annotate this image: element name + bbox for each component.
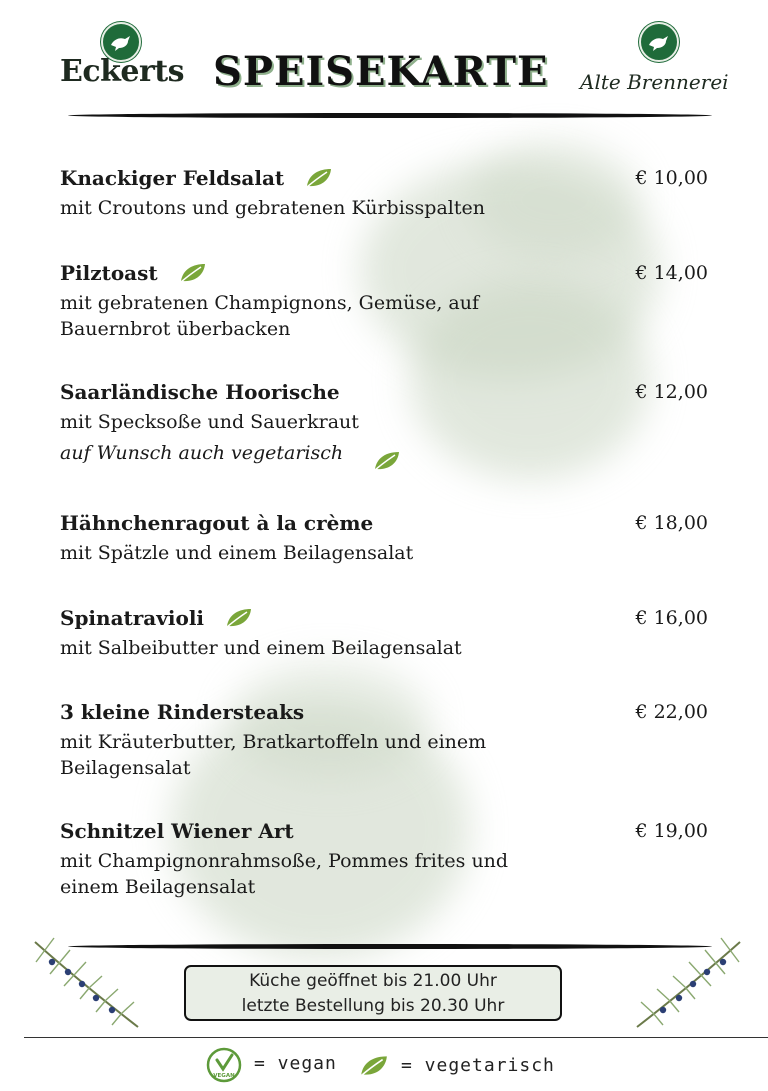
menu-item: [60, 260, 710, 342]
menu-item-name: Hähnchenragout à la crème: [60, 511, 374, 535]
menu-item-price: € 16,00: [635, 607, 708, 629]
menu-item-price: € 10,00: [635, 167, 708, 189]
leaf-icon: [177, 261, 207, 285]
menu-item-description: mit Salbeibutter und einem Beilagensalat: [60, 637, 462, 659]
vegan-badge-icon: [206, 1047, 242, 1083]
menu-item-name: 3 kleine Rindersteaks: [60, 700, 305, 724]
leaf-icon: [371, 449, 401, 473]
header-divider: [68, 113, 712, 118]
page-title: SPEISEKARTE: [213, 48, 549, 95]
menu-item-note: [60, 435, 710, 473]
menu-item-price: € 18,00: [635, 512, 708, 534]
last-order-line: letzte Bestellung bis 20.30 Uhr: [241, 996, 505, 1016]
menu-item-price: € 22,00: [635, 701, 708, 723]
menu-item-price: € 19,00: [635, 820, 708, 842]
menu-item-name: Pilztoast: [60, 261, 158, 285]
menu-item: [60, 379, 710, 473]
menu-item: [60, 510, 710, 566]
menu-item: [60, 165, 710, 221]
menu-item-description: mit Kräuterbutter, Bratkartoffeln und einem Beilagensalat: [60, 731, 487, 779]
vegan-badge-text: VEGAN: [213, 1073, 235, 1079]
menu-item: [60, 605, 710, 661]
leaf-icon: [223, 606, 253, 630]
menu-item-name: Schnitzel Wiener Art: [60, 819, 294, 843]
menu-item-description: mit Croutons und gebratenen Kürbisspalten: [60, 197, 485, 219]
menu-item-price: € 14,00: [635, 262, 708, 284]
kitchen-hours-box: [184, 965, 562, 1021]
legend-vegan-label: = vegan: [254, 1053, 337, 1074]
legend-divider: [24, 1037, 768, 1038]
menu-item: [60, 818, 710, 900]
menu-item-description: mit gebratenen Champignons, Gemüse, auf Bauernbrot überbacken: [60, 292, 479, 340]
menu-item-price: € 12,00: [635, 381, 708, 403]
brand-right-logo: Alte Brennerei: [580, 70, 729, 94]
leaf-icon: [303, 166, 333, 190]
footer-divider: [68, 944, 712, 949]
legend-vegetarian-label: = vegetarisch: [401, 1055, 555, 1076]
juniper-branch-icon: [30, 932, 145, 1032]
menu-item-note-text: auf Wunsch auch vegetarisch: [60, 442, 344, 464]
kitchen-hours-line: Küche geöffnet bis 21.00 Uhr: [249, 971, 497, 991]
menu-item: [60, 699, 710, 781]
menu-item-name: Saarländische Hoorische: [60, 380, 340, 404]
juniper-branch-icon: [630, 932, 745, 1032]
menu-item-description: mit Specksoße und Sauerkraut: [60, 411, 359, 433]
leaf-icon: [357, 1053, 389, 1079]
brand-left-logo: Eckerts: [60, 54, 185, 89]
bird-logo-icon: [639, 22, 679, 62]
menu-item-description: mit Champignonrahmsoße, Pommes frites und einem Beilagensalat: [60, 850, 509, 898]
menu-item-description: mit Spätzle und einem Beilagensalat: [60, 542, 414, 564]
menu-item-name: Spinatravioli: [60, 606, 205, 630]
menu-item-name: Knackiger Feldsalat: [60, 166, 285, 190]
